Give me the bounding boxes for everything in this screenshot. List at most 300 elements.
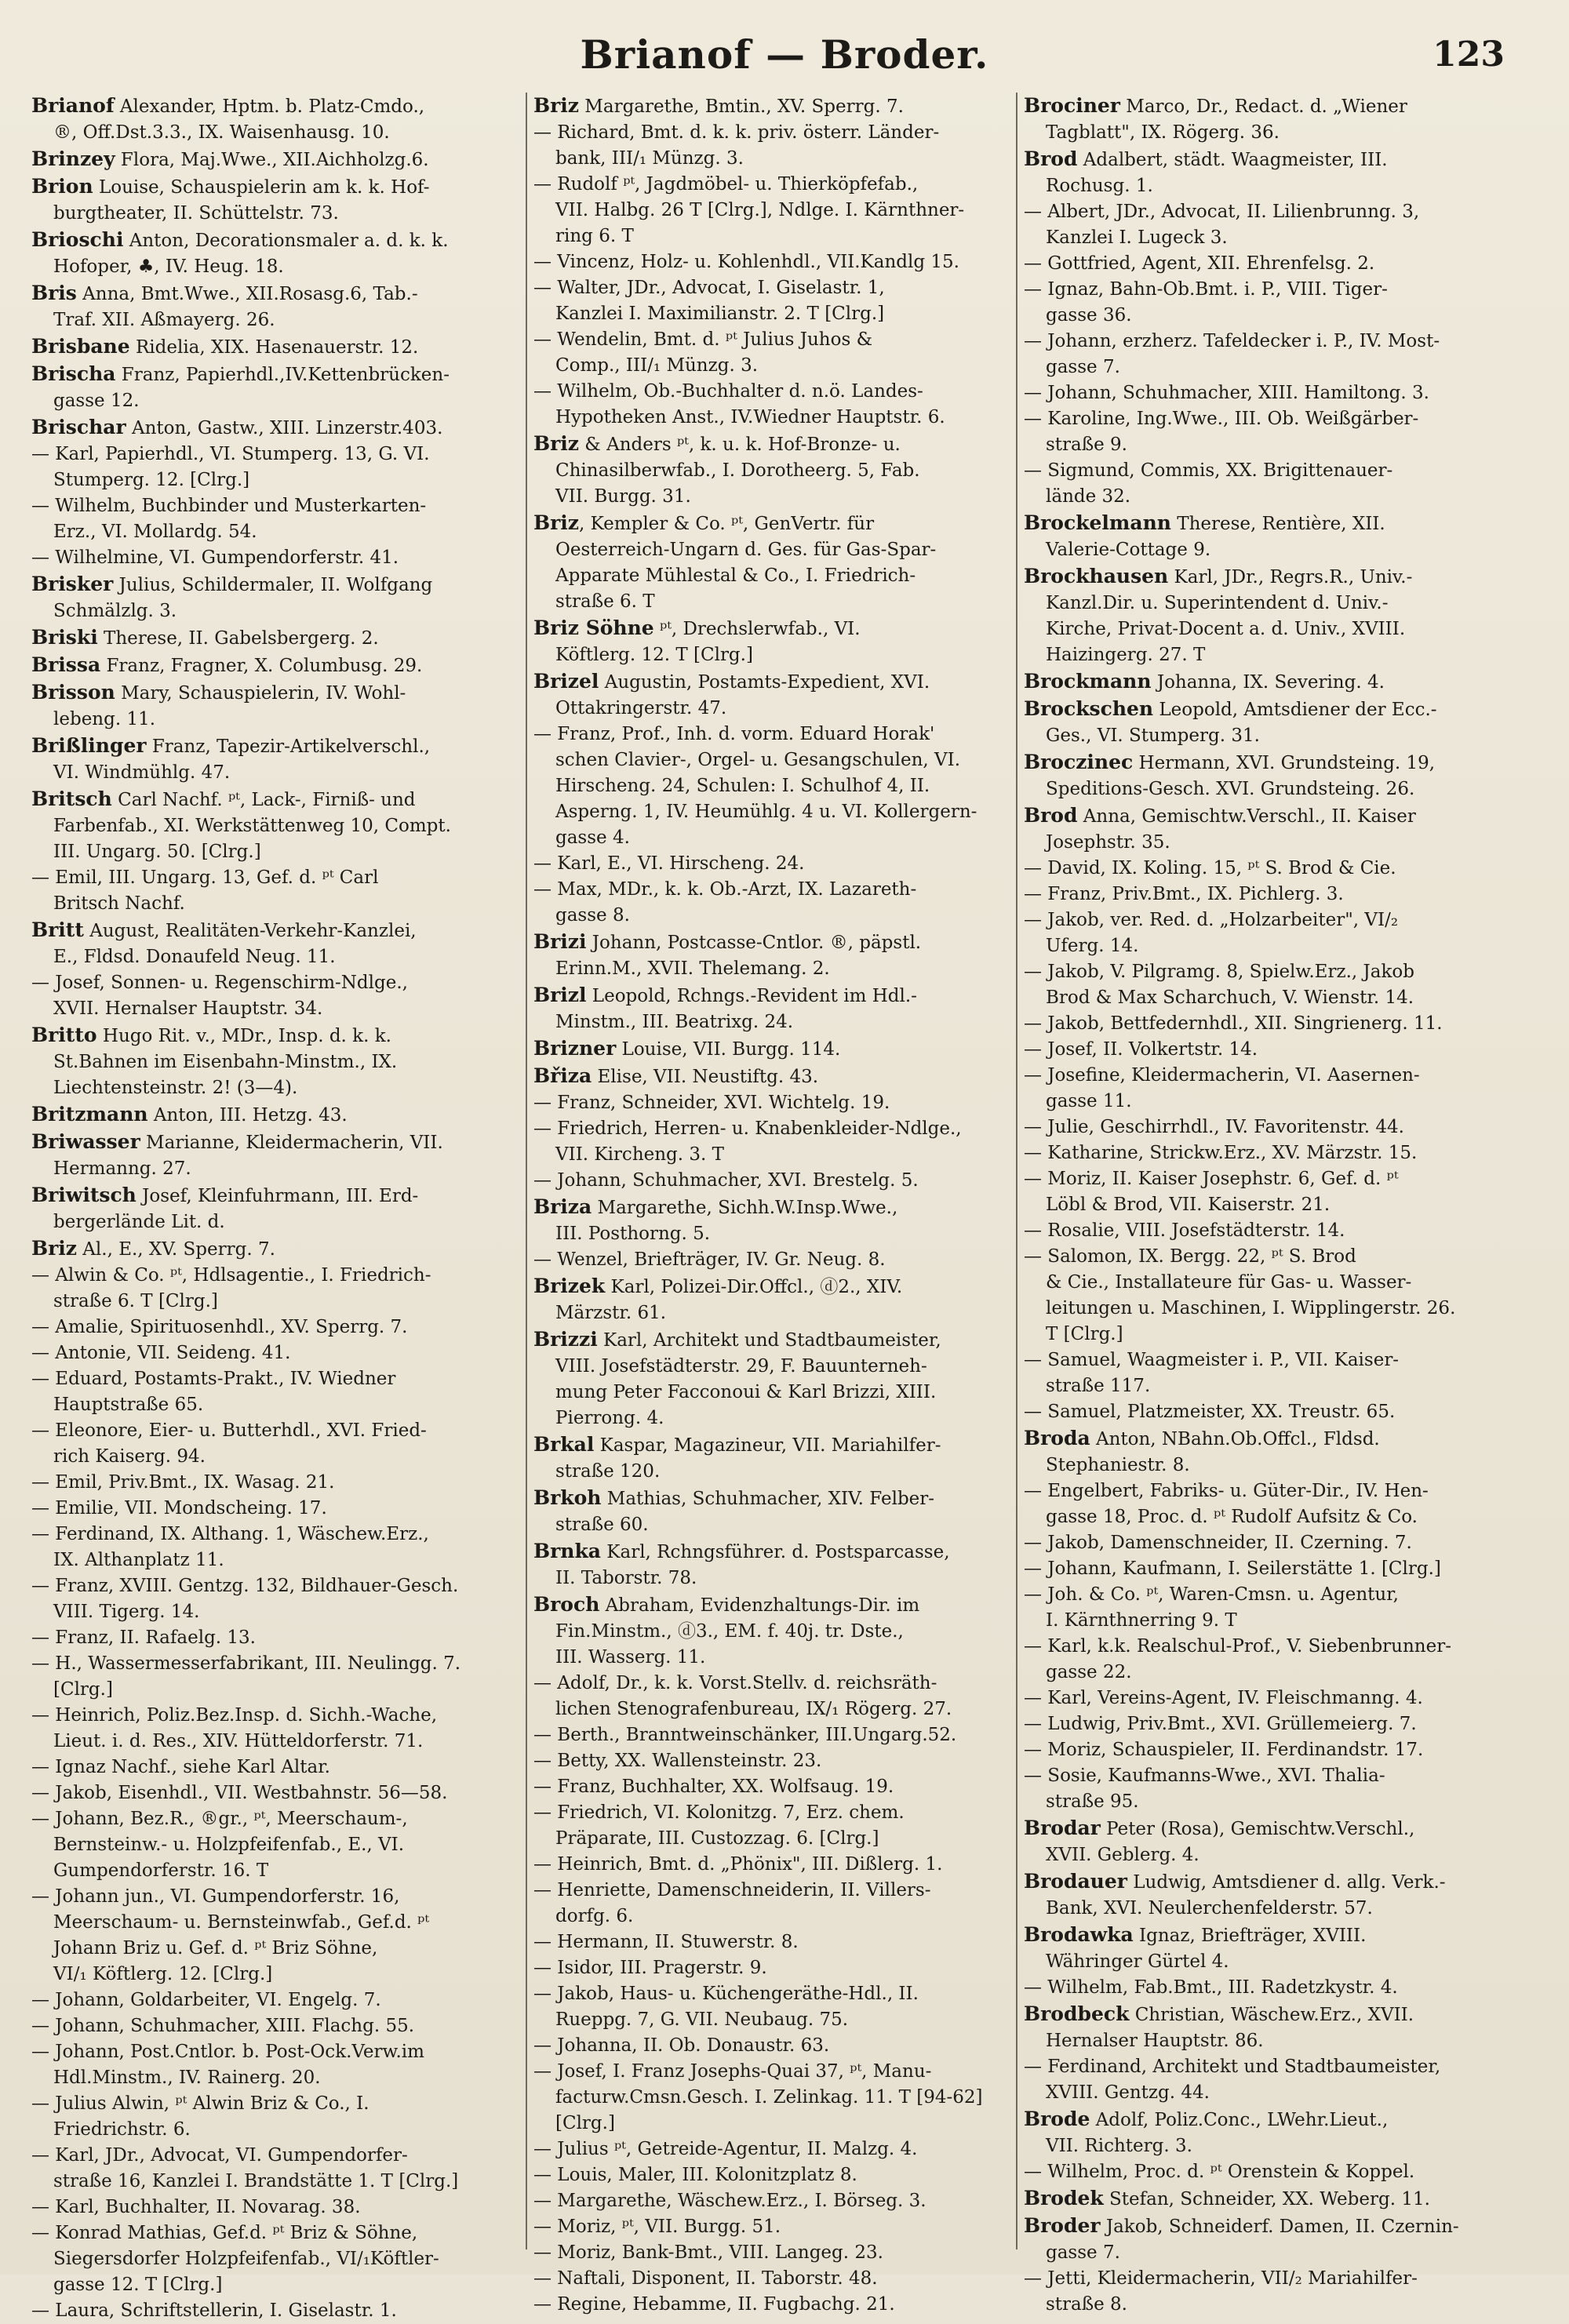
entry-text: Anna, Bmt.Wwe., XII.Rosasg.6, Tab.- [76, 284, 418, 304]
entry-line [1024, 830, 1526, 856]
entry-text: Erz., VI. Mollardg. 54. [53, 522, 257, 542]
directory-entry [1024, 2159, 1526, 2185]
entry-text: — Jakob, Eisenhdl., VII. Westbahnstr. 56—58. [31, 1783, 448, 1803]
entry-text: XVIII. Gentzg. 44. [1046, 2082, 1210, 2103]
entry-line [31, 1444, 518, 1470]
entry-text: — Johann, Schuhmacher, XIII. Flachg. 55. [31, 2016, 415, 2036]
directory-entry [31, 2220, 518, 2298]
entry-line [533, 1697, 1020, 1722]
entry-surname: Brod [1024, 804, 1078, 827]
entry-text: gasse 36. [1046, 305, 1132, 326]
directory-entry [1024, 749, 1526, 802]
entry-line [1024, 1218, 1526, 1244]
directory-entry [31, 1496, 518, 1522]
entry-text: Schmälzlg. 3. [53, 601, 177, 621]
entry-text: II. Taborstr. 78. [555, 1568, 697, 1588]
directory-entry [533, 1929, 1020, 1955]
entry-line [1024, 458, 1526, 484]
entry-text: Therese, Rentière, XII. [1170, 514, 1385, 534]
entry-line [31, 2220, 518, 2246]
entry-text: Liechtensteinstr. 2! (3—4). [53, 1078, 298, 1098]
directory-entry [1024, 1011, 1526, 1037]
entry-text: — Heinrich, Bmt. d. „Phönix", III. Dißlerg. 1. [533, 1854, 943, 1875]
entry-text: — Jakob, ver. Red. d. „Holzarbeiter", VI/₂ [1024, 910, 1399, 930]
entry-text: Tagblatt", IX. Rögerg. 36. [1046, 122, 1280, 143]
entry-line [31, 1049, 518, 1075]
directory-entry [31, 1806, 518, 1884]
entry-line [533, 773, 1020, 799]
entry-text: Flora, Maj.Wwe., XII.Aichholzg.6. [115, 150, 429, 170]
directory-entry [1024, 1140, 1526, 1166]
entry-text: Margarethe, Bmtin., XV. Sperrg. 7. [579, 96, 904, 117]
entry-line [1024, 1478, 1526, 1504]
entry-surname: Britto [31, 1024, 97, 1046]
directory-entry [31, 1625, 518, 1651]
directory-entry [1024, 2185, 1526, 2213]
entry-text: — Jakob, Bettfedernhdl., XII. Singrienerg. 11. [1024, 1013, 1443, 1034]
entry-text: — Katharine, Strickw.Erz., XV. Märzstr. 15. [1024, 1143, 1418, 1163]
entry-line [31, 1235, 518, 1263]
entry-text: Farbenfab., XI. Werkstättenweg 10, Compt. [53, 816, 451, 836]
entry-line [31, 442, 518, 467]
entry-line [533, 1826, 1020, 1852]
entry-text: — Johann, Schuhmacher, XVI. Brestelg. 5. [533, 1170, 919, 1191]
entry-line [1024, 642, 1526, 668]
entry-line [1024, 959, 1526, 985]
entry-text: — Ferdinand, Architekt und Stadtbaumeister, [1024, 2057, 1441, 2077]
entry-text: lände 32. [1046, 486, 1131, 507]
entry-line [533, 405, 1020, 431]
entry-text: — Josef, Sonnen- u. Regenschirm-Ndlge., [31, 973, 408, 993]
entry-line [1024, 484, 1526, 510]
entry-line [1024, 173, 1526, 199]
directory-entry [31, 917, 518, 970]
entry-text: Ottakringerstr. 47. [555, 698, 727, 718]
entry-line [533, 1485, 1020, 1512]
directory-entry [1024, 668, 1526, 696]
entry-line [533, 1671, 1020, 1697]
entry-text: — Gottfried, Agent, XII. Ehrenfelsg. 2. [1024, 253, 1375, 274]
entry-text: straße 16, Kanzlei I. Brandstätte 1. T [Clrg.] [53, 2171, 459, 2191]
entry-line [31, 652, 518, 679]
entry-line [533, 825, 1020, 851]
entry-text: gasse 12. [53, 391, 140, 411]
entry-line [31, 1548, 518, 1573]
entry-text: I. Kärnthnerring 9. T [1046, 1610, 1237, 1631]
entry-line [1024, 2106, 1526, 2133]
entry-line [1024, 1868, 1526, 1896]
directory-entry [31, 2013, 518, 2039]
directory-entry [1024, 199, 1526, 251]
entry-line [533, 1194, 1020, 1221]
entry-line [533, 1142, 1020, 1168]
directory-entry [533, 275, 1020, 327]
entry-text: Leopold, Amtsdiener der Ecc.- [1153, 700, 1437, 720]
entry-surname: Brioschi [31, 228, 124, 251]
entry-text: — Eduard, Postamts-Prakt., IV. Wiedner [31, 1369, 396, 1389]
directory-entry [1024, 329, 1526, 380]
directory-entry [533, 668, 1020, 722]
entry-text: — Emilie, VII. Mondscheing. 17. [31, 1498, 327, 1518]
directory-entry [31, 970, 518, 1022]
entry-text: rich Kaiserg. 94. [53, 1446, 206, 1467]
directory-entry [1024, 802, 1526, 856]
entry-line [533, 1063, 1020, 1090]
entry-surname: Britsch [31, 787, 112, 810]
entry-text: — Rudolf ᵖᵗ, Jagdmöbel- u. Thierköpfefab., [533, 174, 919, 195]
entry-text: — Samuel, Waagmeister i. P., VII. Kaiser- [1024, 1350, 1400, 1370]
directory-entry [1024, 380, 1526, 406]
entry-surname: Břiza [533, 1064, 592, 1087]
entry-text: VII. Halbg. 26 T [Clrg.], Ndlge. I. Kärnthner- [555, 200, 965, 220]
entry-line [1024, 1686, 1526, 1711]
entry-line [31, 1625, 518, 1651]
entry-text: Anton, Gastw., XIII. Linzerstr.403. [126, 418, 443, 438]
directory-entry [533, 1774, 1020, 1800]
entry-line [1024, 907, 1526, 933]
entry-text: Ludwig, Amtsdiener d. allg. Verk.- [1127, 1872, 1446, 1893]
entry-line [31, 467, 518, 493]
entry-text: T [Clrg.] [1046, 1324, 1123, 1344]
entry-line [1024, 2054, 1526, 2080]
entry-text: burgtheater, II. Schüttelstr. 73. [53, 203, 339, 224]
entry-line [31, 333, 518, 361]
entry-text: Karl, Architekt und Stadtbaumeister, [597, 1330, 941, 1351]
directory-entry [1024, 1244, 1526, 1347]
entry-text: Britsch Nachf. [53, 893, 185, 914]
entry-line [533, 224, 1020, 249]
entry-text: Rochusg. 1. [1046, 176, 1153, 196]
entry-line [31, 93, 518, 120]
entry-line [1024, 1815, 1526, 1842]
entry-text: Köftlerg. 12. T [Clrg.] [555, 645, 753, 665]
entry-line [31, 679, 518, 707]
entry-line [533, 2162, 1020, 2188]
entry-line [1024, 2159, 1526, 2185]
entry-line [533, 2188, 1020, 2214]
entry-line [1024, 406, 1526, 432]
entry-line [533, 1748, 1020, 1774]
entry-text: — Karl, Vereins-Agent, IV. Fleischmanng. 4. [1024, 1688, 1423, 1708]
entry-text: — Joh. & Co. ᵖᵗ, Waren-Cmsn. u. Agentur, [1024, 1584, 1399, 1605]
entry-line [31, 201, 518, 227]
entry-text: Stumperg. 12. [Clrg.] [53, 470, 250, 490]
entry-text: — Julie, Geschirrhdl., IV. Favoritenstr. 44. [1024, 1117, 1404, 1137]
directory-entry [533, 1485, 1020, 1538]
directory-entry [533, 1955, 1020, 1981]
entry-text: — Konrad Mathias, Gef.d. ᵖᵗ Briz & Söhne, [31, 2223, 418, 2243]
entry-text: — Sigmund, Commis, XX. Brigittenauer- [1024, 460, 1393, 481]
entry-surname: Brociner [1024, 94, 1120, 117]
entry-line [31, 1340, 518, 1366]
entry-line [1024, 1140, 1526, 1166]
entry-line [533, 1459, 1020, 1485]
entry-line [31, 280, 518, 307]
directory-entry [31, 93, 518, 146]
entry-line [1024, 1530, 1526, 1556]
entry-line [1024, 1789, 1526, 1815]
entry-surname: Brizzi [533, 1328, 598, 1351]
entry-text: — Heinrich, Poliz.Bez.Insp. d. Sichh.-Wache, [31, 1705, 438, 1726]
entry-text: straße 9. [1046, 435, 1127, 455]
entry-text: — Jakob, Haus- u. Küchengeräthe-Hdl., II. [533, 1984, 919, 2004]
directory-entry [533, 1247, 1020, 1273]
directory-entry [31, 1235, 518, 1263]
entry-line [533, 2214, 1020, 2240]
column-right [1024, 93, 1526, 2315]
directory-entry [31, 1129, 518, 1182]
entry-line [31, 1522, 518, 1548]
entry-line [533, 956, 1020, 982]
entry-text: Siegersdorfer Holzpfeifenfab., VI/₁Köftler- [53, 2249, 439, 2269]
entry-line [31, 944, 518, 970]
entry-surname: Broda [1024, 1427, 1090, 1449]
directory-entry [533, 1273, 1020, 1326]
entry-line [1024, 510, 1526, 537]
entry-line [533, 877, 1020, 903]
entry-text: — Karl, Buchhalter, II. Novarag. 38. [31, 2197, 361, 2217]
entry-text: Peter (Rosa), Gemischtw.Verschl., [1100, 1819, 1415, 1839]
entry-surname: Brockschen [1024, 697, 1154, 720]
entry-text: Christian, Wäschew.Erz., XVII. [1129, 2005, 1414, 2025]
entry-line [31, 1936, 518, 1962]
entry-surname: Brode [1024, 2108, 1090, 2130]
entry-line [1024, 2001, 1526, 2028]
entry-line [533, 484, 1020, 510]
entry-line [533, 353, 1020, 379]
entry-text: — Johanna, II. Ob. Donaustr. 63. [533, 2035, 830, 2056]
entry-text: — Moriz, ᵖᵗ, VII. Burgg. 51. [533, 2217, 781, 2237]
entry-line [31, 120, 518, 146]
entry-line [1024, 251, 1526, 277]
entry-line [1024, 668, 1526, 696]
directory-entry [1024, 1037, 1526, 1063]
directory-entry [533, 2137, 1020, 2162]
entry-text: straße 6. T [Clrg.] [53, 1291, 218, 1311]
entry-surname: Brischar [31, 416, 126, 438]
entry-surname: Brnka [533, 1540, 601, 1562]
entry-line [1024, 1608, 1526, 1634]
entry-line [533, 2137, 1020, 2162]
entry-text: Bank, XVI. Neulerchenfelderstr. 57. [1046, 1898, 1373, 1918]
directory-entry [1024, 2054, 1526, 2106]
entry-line [1024, 1975, 1526, 2001]
directory-entry [1024, 882, 1526, 907]
entry-text: — Adolf, Dr., k. k. Vorst.Stellv. d. reichsräth- [533, 1673, 937, 1693]
entry-text: — Sosie, Kaufmanns-Wwe., XVI. Thalia- [1024, 1766, 1385, 1786]
directory-entry [1024, 1582, 1526, 1634]
entry-line [31, 1780, 518, 1806]
entry-text: Josephstr. 35. [1046, 832, 1170, 853]
directory-entry [533, 172, 1020, 249]
directory-entry [533, 431, 1020, 510]
entry-line [1024, 1166, 1526, 1192]
entry-line [1024, 882, 1526, 907]
entry-line [533, 1512, 1020, 1538]
directory-entry [533, 982, 1020, 1035]
entry-text: — Franz, II. Rafaelg. 13. [31, 1628, 256, 1648]
entry-text: Carl Nachf. ᵖᵗ, Lack-, Firniß- und [111, 790, 416, 810]
entry-text: Franz, Papierhdl.,IV.Kettenbrücken- [115, 365, 450, 385]
entry-line [533, 929, 1020, 956]
entry-text: Pierrong. 4. [555, 1408, 664, 1428]
entry-text: — Johann, Post.Cntlor. b. Post-Ock.Verw.im [31, 2042, 424, 2062]
directory-entry [31, 361, 518, 414]
entry-line [31, 414, 518, 442]
entry-line [31, 1910, 518, 1936]
entry-line [1024, 591, 1526, 616]
entry-text: August, Realitäten-Verkehr-Kanzlei, [83, 921, 417, 941]
entry-line [1024, 802, 1526, 830]
directory-entry [31, 786, 518, 865]
entry-text: Comp., III/₁ Münzg. 3. [555, 355, 759, 376]
directory-entry [533, 2214, 1020, 2240]
entry-line [1024, 1011, 1526, 1037]
entry-line [31, 254, 518, 280]
directory-entry [31, 2298, 518, 2324]
entry-line [31, 388, 518, 414]
entry-surname: Brißlinger [31, 734, 147, 757]
entry-text: — Vincenz, Holz- u. Kohlenhdl., VII.Kandlg 15. [533, 252, 959, 272]
entry-text: Louise, Schauspielerin am k. k. Hof- [93, 177, 430, 198]
entry-text: — Karoline, Ing.Wwe., III. Ob. Weißgärber- [1024, 409, 1419, 429]
directory-entry [31, 173, 518, 227]
directory-entry [1024, 2213, 1526, 2266]
entry-text: straße 6. T [555, 591, 655, 612]
entry-text: Bernsteinw.- u. Holzpfeifenfab., E., VI. [53, 1835, 405, 1855]
entry-text: Hugo Rit. v., MDr., Insp. d. k. k. [96, 1026, 391, 1046]
entry-surname: Brischa [31, 362, 116, 385]
entry-line [31, 2169, 518, 2195]
entry-surname: Brisker [31, 573, 114, 595]
entry-text: Friedrichstr. 6. [53, 2119, 191, 2140]
entry-line [1024, 1037, 1526, 1063]
entry-text: — H., Wassermesserfabrikant, III. Neulingg. 7. [31, 1653, 461, 1674]
entry-text: — Berth., Branntweinschänker, III.Ungarg.52. [533, 1725, 957, 1745]
entry-line [31, 1806, 518, 1832]
directory-entry [1024, 1425, 1526, 1478]
entry-text: leitungen u. Maschinen, I. Wipplingerstr. 26. [1046, 1298, 1456, 1318]
entry-text: — Julius Alwin, ᵖᵗ Alwin Briz & Co., I. [31, 2093, 369, 2114]
entry-text: — Wilhelm, Ob.-Buchhalter d. n.ö. Landes- [533, 381, 923, 402]
directory-entry [533, 2162, 1020, 2188]
entry-surname: Brockhausen [1024, 565, 1169, 587]
entry-line [533, 1168, 1020, 1194]
entry-line [533, 1852, 1020, 1878]
directory-entry [31, 2039, 518, 2091]
entry-line [533, 431, 1020, 458]
entry-text: — Emil, Priv.Bmt., IX. Wasag. 21. [31, 1472, 335, 1493]
entry-line [533, 2033, 1020, 2059]
entry-line [31, 2117, 518, 2143]
directory-entry [533, 2266, 1020, 2292]
entry-text: — Moriz, Bank-Bmt., VIII. Langeg. 23. [533, 2242, 883, 2263]
entry-line [1024, 1115, 1526, 1140]
entry-text: Hdl.Minstm., IV. Rainerg. 20. [53, 2068, 321, 2088]
entry-text: — Josefine, Kleidermacherin, VI. Aasernen- [1024, 1065, 1420, 1086]
directory-entry [533, 1538, 1020, 1591]
directory-entry [31, 227, 518, 280]
directory-entry [533, 249, 1020, 275]
entry-surname: Brockmann [1024, 670, 1152, 693]
directory-entry [31, 1315, 518, 1340]
entry-line [31, 1075, 518, 1101]
entry-surname: Brodawka [1024, 1923, 1134, 1946]
directory-entry [31, 1703, 518, 1755]
entry-text: Jakob, Schneiderf. Damen, II. Czernin- [1100, 2217, 1459, 2237]
entry-line [1024, 1504, 1526, 1530]
entry-text: Leopold, Rchngs.-Revident im Hdl.- [586, 986, 917, 1006]
entry-text: & Anders ᵖᵗ, k. u. k. Hof-Bronze- u. [579, 435, 901, 455]
entry-text: Alexander, Hptm. b. Platz-Cmdo., [114, 96, 425, 117]
entry-line [1024, 1660, 1526, 1686]
entry-line [1024, 199, 1526, 225]
entry-text: — Samuel, Platzmeister, XX. Treustr. 65. [1024, 1402, 1396, 1422]
entry-text: Ges., VI. Stumperg. 31. [1046, 726, 1260, 746]
entry-line [533, 1273, 1020, 1300]
entry-line [31, 1858, 518, 1884]
directory-entry [533, 1090, 1020, 1116]
entry-text: — Friedrich, Herren- u. Knabenkleider-Ndlge., [533, 1118, 962, 1139]
entry-text: — Emil, III. Ungarg. 13, Gef. d. ᵖᵗ Carl [31, 867, 379, 888]
entry-text: Kanzlei I. Maximilianstr. 2. T [Clrg.] [555, 304, 885, 324]
directory-entry [1024, 93, 1526, 146]
entry-line [31, 1101, 518, 1129]
entry-text: gasse 11. [1046, 1091, 1132, 1111]
directory-entry [533, 1722, 1020, 1748]
column-middle [533, 93, 1020, 2315]
entry-text: — Friedrich, VI. Kolonitzg. 7, Erz. chem. [533, 1802, 905, 1823]
entry-line [31, 1156, 518, 1182]
entry-text: dorfg. 6. [555, 1906, 634, 1926]
entry-line [533, 2266, 1020, 2292]
entry-text: Stephaniestr. 8. [1046, 1455, 1190, 1475]
entry-line [533, 1566, 1020, 1591]
column-divider [526, 93, 527, 2249]
entry-line [31, 2143, 518, 2169]
entry-text: Karl, Polizei-Dir.Offcl., ⓓ2., XIV. [605, 1277, 903, 1297]
entry-line [533, 2059, 1020, 2085]
entry-line [1024, 1763, 1526, 1789]
entry-text: Uferg. 14. [1046, 936, 1139, 956]
entry-text: VI/₁ Köftlerg. 12. [Clrg.] [53, 1964, 273, 1984]
entry-line [31, 1129, 518, 1156]
entry-text: — Ludwig, Priv.Bmt., XVI. Grüllemeierg. 7. [1024, 1714, 1417, 1734]
entry-text: ring 6. T [555, 226, 634, 246]
directory-entry [1024, 1347, 1526, 1399]
entry-text: St.Bahnen im Eisenbahn-Minstm., IX. [53, 1052, 398, 1072]
entry-line [31, 519, 518, 545]
directory-entry [533, 1671, 1020, 1722]
entry-line [1024, 1296, 1526, 1322]
directory-entry [31, 1988, 518, 2013]
entry-text: — Moriz, Schauspieler, II. Ferdinandstr. 17. [1024, 1740, 1424, 1760]
entry-line [1024, 1949, 1526, 1975]
entry-text: schen Clavier-, Orgel- u. Gesangschulen, VI. [555, 750, 961, 770]
entry-line [533, 1300, 1020, 1326]
directory-entry [1024, 2266, 1526, 2318]
entry-line [31, 307, 518, 333]
directory-entry [31, 414, 518, 442]
directory-entry [31, 1755, 518, 1780]
entry-line [533, 249, 1020, 275]
entry-text: Al., E., XV. Sperrg. 7. [77, 1239, 275, 1260]
entry-line [31, 598, 518, 624]
entry-text: VI. Windmühlg. 47. [53, 762, 231, 783]
directory-entry [533, 1591, 1020, 1671]
directory-entry [1024, 1815, 1526, 1868]
entry-text: — Betty, XX. Wallensteinstr. 23. [533, 1751, 822, 1771]
